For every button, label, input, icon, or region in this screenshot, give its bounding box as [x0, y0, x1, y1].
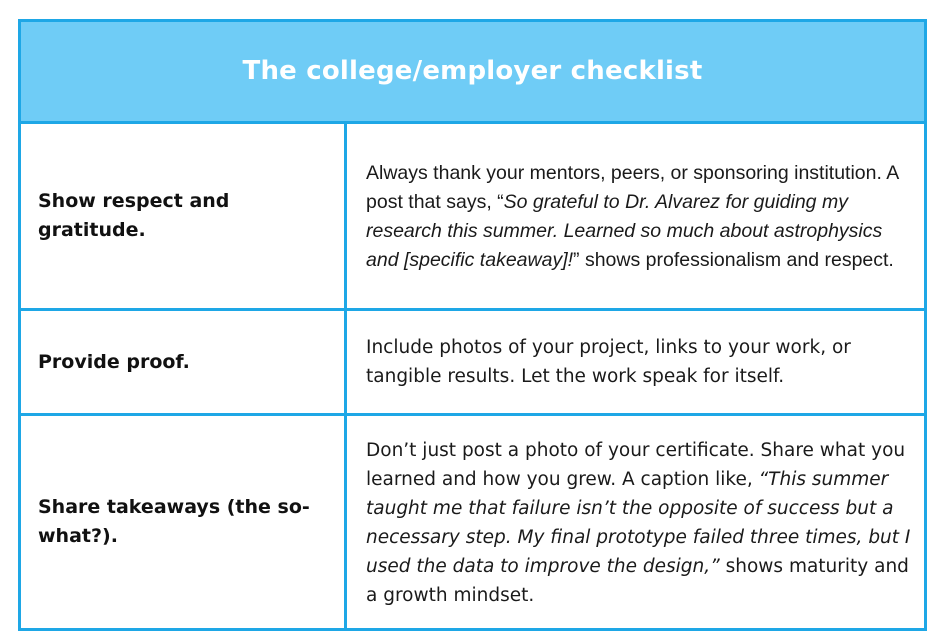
row-description [366, 159, 912, 275]
row-label-cell [21, 311, 347, 413]
row-label-cell [21, 124, 347, 308]
description-text: Always thank your mentors, peers, or sponsoring institution. A post that says, “ [366, 162, 899, 213]
table-row [21, 311, 924, 416]
table-header [21, 22, 924, 124]
table-title: The college/employer checklist [242, 55, 703, 86]
description-text-end: shows maturity and a growth mindset. [366, 556, 909, 606]
description-text: Don’t just post a photo of your certificate. Share what you learned and how you grew. A caption like, [366, 440, 906, 490]
description-quote: “This summer taught me that failure isn’t the opposite of success but a necessary step. My final prototype failed three times, but I used the data to improve the design,” [366, 469, 911, 577]
table-row [21, 416, 924, 628]
row-description [366, 436, 912, 610]
table-row [21, 124, 924, 311]
row-label-cell [21, 416, 347, 628]
row-description-cell [347, 416, 924, 628]
row-label: Provide proof. [38, 350, 190, 373]
row-description-cell [347, 311, 924, 413]
row-description-cell [347, 124, 924, 308]
row-label: Show respect and gratitude. [38, 190, 230, 241]
row-description: Include photos of your project, links to your work, or tangible results. Let the work speak for itself. [366, 337, 851, 387]
description-text-end: ” shows professionalism and respect. [573, 249, 894, 271]
row-label: Share takeaways (the so-what?). [38, 496, 310, 547]
description-quote: So grateful to Dr. Alvarez for guiding my research this summer. Learned so much about astrophysics and [specific takeaway]! [366, 191, 883, 271]
checklist-table [18, 19, 927, 631]
